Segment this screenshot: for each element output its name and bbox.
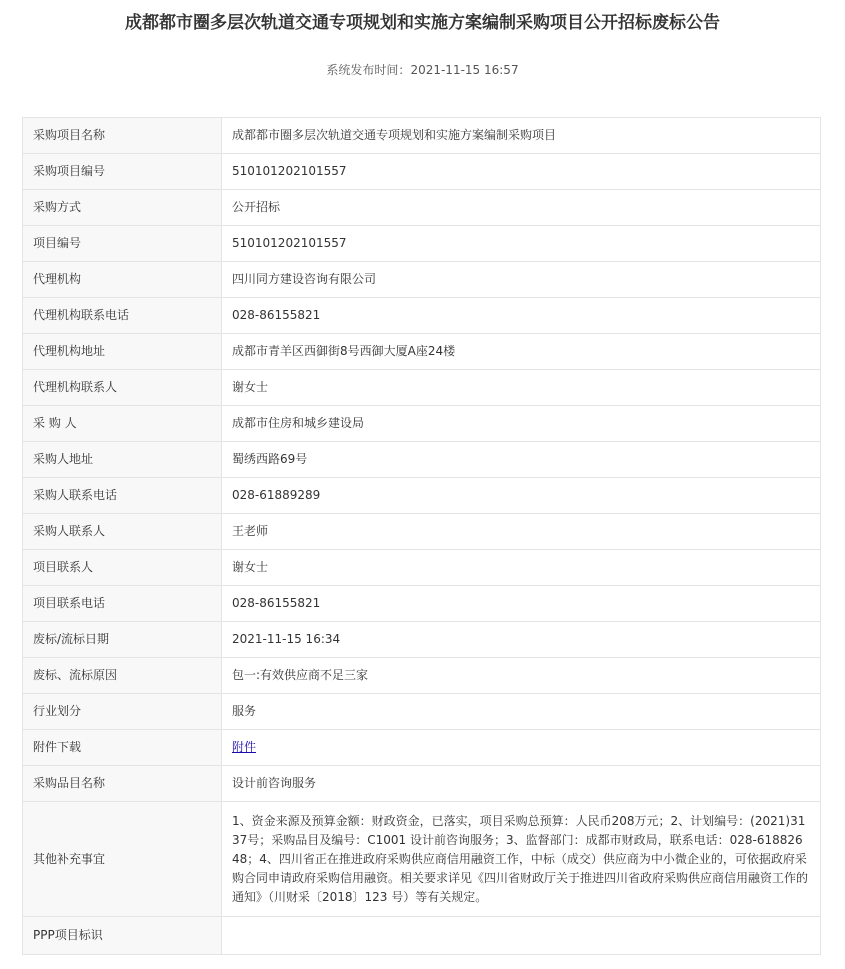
table-row [23, 694, 821, 730]
table-row [23, 730, 821, 766]
publish-time-label: 系统发布时间： [326, 63, 411, 77]
field-label: 采购品目名称 [23, 766, 222, 802]
field-value: 公开招标 [222, 190, 821, 226]
field-value: 谢女士 [222, 550, 821, 586]
table-row [23, 586, 821, 622]
field-label: 代理机构 [23, 262, 222, 298]
field-label: 项目编号 [23, 226, 222, 262]
table-row [23, 154, 821, 190]
page-title: 成都都市圈多层次轨道交通专项规划和实施方案编制采购项目公开招标废标公告 [125, 13, 720, 33]
field-label: 附件下载 [23, 730, 222, 766]
table-row [23, 226, 821, 262]
table-row [23, 190, 821, 226]
field-value [222, 917, 821, 955]
table-row [23, 478, 821, 514]
field-value: 王老师 [222, 514, 821, 550]
field-value: 蜀绣西路69号 [222, 442, 821, 478]
field-value: 成都市住房和城乡建设局 [222, 406, 821, 442]
field-label: 废标/流标日期 [23, 622, 222, 658]
field-label: 采购人联系人 [23, 514, 222, 550]
attachment-link[interactable]: 附件 [232, 740, 257, 754]
field-label: 采购人地址 [23, 442, 222, 478]
table-row [23, 802, 821, 917]
field-label: 代理机构联系人 [23, 370, 222, 406]
field-value: 028-86155821 [222, 298, 821, 334]
table-row [23, 262, 821, 298]
field-value: 服务 [222, 694, 821, 730]
table-row [23, 334, 821, 370]
field-label: 项目联系电话 [23, 586, 222, 622]
field-value: 包一:有效供应商不足三家 [222, 658, 821, 694]
publish-time-value: 2021-11-15 16:57 [410, 63, 519, 77]
field-label: 采购项目编号 [23, 154, 222, 190]
field-label: 代理机构地址 [23, 334, 222, 370]
field-value: 510101202101557 [222, 226, 821, 262]
table-row [23, 766, 821, 802]
announcement-table [22, 117, 821, 955]
table-row [23, 622, 821, 658]
field-value [222, 730, 821, 766]
field-value: 2021-11-15 16:34 [222, 622, 821, 658]
table-row [23, 658, 821, 694]
field-label: 采 购 人 [23, 406, 222, 442]
table-row [23, 298, 821, 334]
table-row [23, 514, 821, 550]
field-label: 采购方式 [23, 190, 222, 226]
table-row [23, 442, 821, 478]
table-row [23, 118, 821, 154]
field-label: 代理机构联系电话 [23, 298, 222, 334]
field-value: 028-61889289 [222, 478, 821, 514]
field-value: 028-86155821 [222, 586, 821, 622]
table-row [23, 370, 821, 406]
field-label: 项目联系人 [23, 550, 222, 586]
field-value: 四川同方建设咨询有限公司 [222, 262, 821, 298]
field-value: 设计前咨询服务 [222, 766, 821, 802]
field-label: PPP项目标识 [23, 917, 222, 955]
field-label: 废标、流标原因 [23, 658, 222, 694]
publish-time [0, 61, 845, 79]
table-row [23, 917, 821, 955]
field-label: 采购项目名称 [23, 118, 222, 154]
field-value: 510101202101557 [222, 154, 821, 190]
field-value: 成都都市圈多层次轨道交通专项规划和实施方案编制采购项目 [222, 118, 821, 154]
field-value: 谢女士 [222, 370, 821, 406]
field-label: 行业划分 [23, 694, 222, 730]
field-value: 成都市青羊区西御街8号西御大厦A座24楼 [222, 334, 821, 370]
table-row [23, 550, 821, 586]
field-label: 其他补充事宜 [23, 802, 222, 917]
field-value: 1、资金来源及预算金额：财政资金，已落实，项目采购总预算：人民币208万元；2、计划编号：(2021)3137号；采购品目及编号：C1001 设计前咨询服务；3、监督部门：成都市财政局，联系电话：028-61882648；4、四川省正在推进政府采购供应商信用融资工作，中标（成交）供应商为中小微企业的，可依据政府采购合同申请政府采购信用融资。相关要求详见《四川省财政厅关于推进四川省政府采购供应商信用融资工作的通知》（川财采〔2018〕123 号）等有关规定。 [222, 802, 821, 917]
table-row [23, 406, 821, 442]
field-label: 采购人联系电话 [23, 478, 222, 514]
